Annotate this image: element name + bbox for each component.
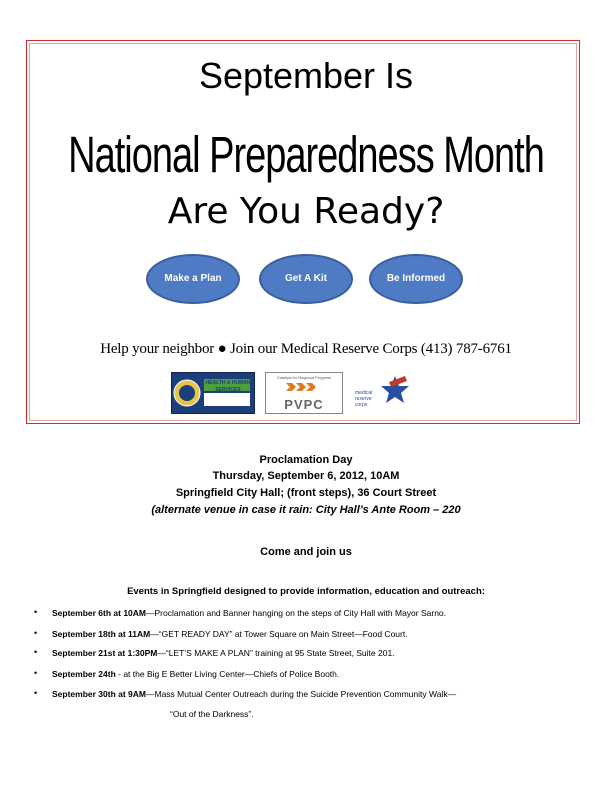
hhs-logo-text: HEALTH & HUMAN SERVICES [205,380,251,393]
oval-label: Get A Kit [284,273,328,284]
event-when: September 21st at 1:30PM [52,648,158,658]
bullet-icon: • [34,647,38,657]
pvpc-wordmark: PVPC [284,397,324,412]
medical-reserve-corps-logo [355,372,419,412]
oval-label: Be Informed [386,273,446,284]
oval-label: Make a Plan [164,273,222,284]
help-neighbor-line: Help your neighbor ● Join our Medical Reserve Corps (413) 787-6761 [100,341,512,357]
events-heading: Events in Springfield designed to provide information, education and outreach: [127,586,485,597]
oval-make-a-plan [146,254,240,304]
bullet-icon: • [34,628,38,638]
proclamation-title: Proclamation Day [259,454,353,466]
headline-are-you-ready: Are You Ready? [167,191,445,232]
pvpc-tagline: Catalyst for Regional Progress [276,375,332,380]
come-and-join: Come and join us [260,546,352,558]
headline-september-is: September Is [198,55,414,96]
event-item [52,689,456,699]
event-when: September 18th at 11AM [52,629,151,639]
event-continuation: “Out of the Darkness”. [170,709,254,719]
bullet-icon: • [34,607,38,617]
bullet-icon: • [34,688,38,698]
header-frame-inner [29,43,577,421]
event-when: September 30th at 9AM [52,689,146,699]
header-frame [26,40,580,424]
oval-get-a-kit [259,254,353,304]
event-what: —Proclamation and Banner hanging on the steps of City Hall with Mayor Sarno. [146,608,447,618]
proclamation-date: Thursday, September 6, 2012, 10AM [212,470,400,482]
event-item [52,669,339,679]
event-what: —“LET’S MAKE A PLAN” training at 95 State Street, Suite 201. [157,648,395,658]
event-what: —Mass Mutual Center Outreach during the Suicide Prevention Community Walk— [146,689,457,699]
hhs-logo [171,372,255,414]
proclamation-place: Springfield City Hall; (front steps), 36 Court Street [175,487,437,499]
event-what: - at the Big E Better Living Center—Chiefs of Police Booth. [115,669,340,679]
event-item [52,629,408,639]
event-when: September 24th [52,669,116,679]
event-item [52,648,395,658]
event-when: September 6th at 10AM [52,608,146,618]
bullet-icon: • [34,668,38,678]
pvpc-chevrons-icon [266,381,342,393]
event-what: —“GET READY DAY” at Tower Square on Main Street—Food Court. [150,629,408,639]
oval-be-informed [369,254,463,304]
proclamation-alternate: (alternate venue in case it rain: City Hall’s Ante Room – 220 [151,504,461,516]
pvpc-logo [265,372,343,414]
mrc-text: medical reserve corps [355,390,373,408]
headline-national-preparedness-month: National Preparedness Month [68,127,544,185]
event-item [52,608,446,618]
